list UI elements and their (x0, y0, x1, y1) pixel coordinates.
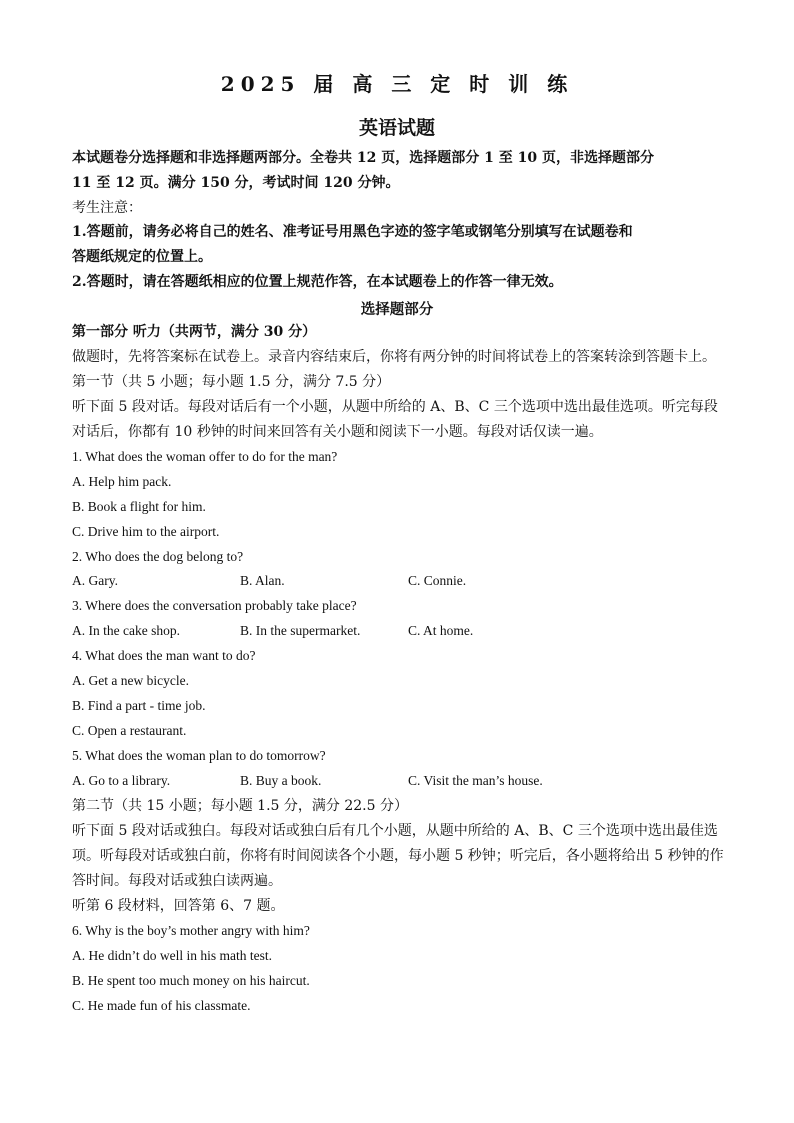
part1-instruction: 做题时，先将答案标在试卷上。录音内容结束后，你将有两分钟的时间将试卷上的答案转涂到答题卡上。 (72, 349, 716, 365)
q4-option-b: B. Find a part - time job. (72, 698, 206, 713)
q5-option-a: A. Go to a library. (72, 773, 171, 788)
sec2-instruction-line-1: 听下面 5 段对话或独白。每段对话或独白后有几个小题，从题中所给的 A、B、C 三个选项中选出最佳选 (72, 823, 718, 839)
sec1-heading: 第一节（共 5 小题；每小题 1.5 分，满分 7.5 分） (72, 374, 391, 390)
intro-line-2: 11 至 12 页。满分 150 分，考试时间 120 分钟。 (72, 175, 400, 191)
material-6-heading: 听第 6 段材料，回答第 6、7 题。 (72, 898, 285, 914)
intro-line-1: 本试题卷分选择题和非选择题两部分。全卷共 12 页，选择题部分 1 至 10 页，非选择题部分 (72, 150, 654, 166)
q1-stem: 1. What does the woman offer to do for the man? (72, 449, 338, 464)
q2-stem: 2. Who does the dog belong to? (72, 549, 244, 564)
q5-options (72, 771, 732, 791)
sec2-instruction-line-2: 项。听每段对话或独白前，你将有时间阅读各个小题，每小题 5 秒钟；听完后，各小题将给出 5 秒钟的作 (72, 848, 724, 864)
q6-option-b: B. He spent too much money on his haircut. (72, 973, 310, 988)
q2-option-c: C. Connie. (408, 573, 467, 588)
sec1-instruction-line-1: 听下面 5 段对话。每段对话后有一个小题，从题中所给的 A、B、C 三个选项中选出最佳选项。听完每段 (72, 399, 718, 415)
q2-option-a: A. Gary. (72, 573, 118, 588)
q3-option-c: C. At home. (408, 623, 474, 638)
q4-option-a: A. Get a new bicycle. (72, 673, 189, 688)
q4-stem: 4. What does the man want to do? (72, 648, 256, 663)
q3-stem: 3. Where does the conversation probably take place? (72, 598, 357, 613)
q3-option-a: A. In the cake shop. (72, 623, 180, 638)
q2-options (72, 571, 732, 591)
rule-1-line-1: 1.答题前，请务必将自己的姓名、准考证号用黑色字迹的签字笔或钢笔分别填写在试题卷和 (72, 224, 633, 240)
q6-option-c: C. He made fun of his classmate. (72, 998, 251, 1013)
exam-title: 2025 届 高 三 定 时 训 练 (220, 72, 574, 96)
q3-option-b: B. In the supermarket. (240, 623, 361, 638)
q1-option-b: B. Book a flight for him. (72, 499, 206, 514)
rule-2: 2.答题时，请在答题纸相应的位置上规范作答，在本试题卷上的作答一律无效。 (72, 274, 563, 290)
q1-option-c: C. Drive him to the airport. (72, 524, 220, 539)
notice-heading: 考生注意： (72, 200, 142, 216)
q5-stem: 5. What does the woman plan to do tomorrow? (72, 748, 326, 763)
sec1-instruction-line-2: 对话后，你都有 10 秒钟的时间来回答有关小题和阅读下一小题。每段对话仅读一遍。 (72, 424, 603, 440)
rule-1-line-2: 答题纸规定的位置上。 (72, 249, 212, 265)
sec2-instruction-line-3: 答时间。每段对话或独白读两遍。 (72, 873, 282, 889)
q5-option-b: B. Buy a book. (240, 773, 322, 788)
section-heading: 选择题部分 (360, 301, 434, 318)
q3-options (72, 621, 732, 641)
q6-stem: 6. Why is the boy’s mother angry with him? (72, 923, 310, 938)
q5-option-c: C. Visit the man’s house. (408, 773, 543, 788)
q1-option-a: A. Help him pack. (72, 474, 172, 489)
q4-option-c: C. Open a restaurant. (72, 723, 187, 738)
q6-option-a: A. He didn’t do well in his math test. (72, 948, 272, 963)
part1-heading: 第一部分 听力（共两节，满分 30 分） (72, 324, 317, 340)
subject-title: 英语试题 (358, 117, 435, 139)
q2-option-b: B. Alan. (240, 573, 285, 588)
sec2-heading: 第二节（共 15 小题；每小题 1.5 分，满分 22.5 分） (72, 798, 408, 814)
